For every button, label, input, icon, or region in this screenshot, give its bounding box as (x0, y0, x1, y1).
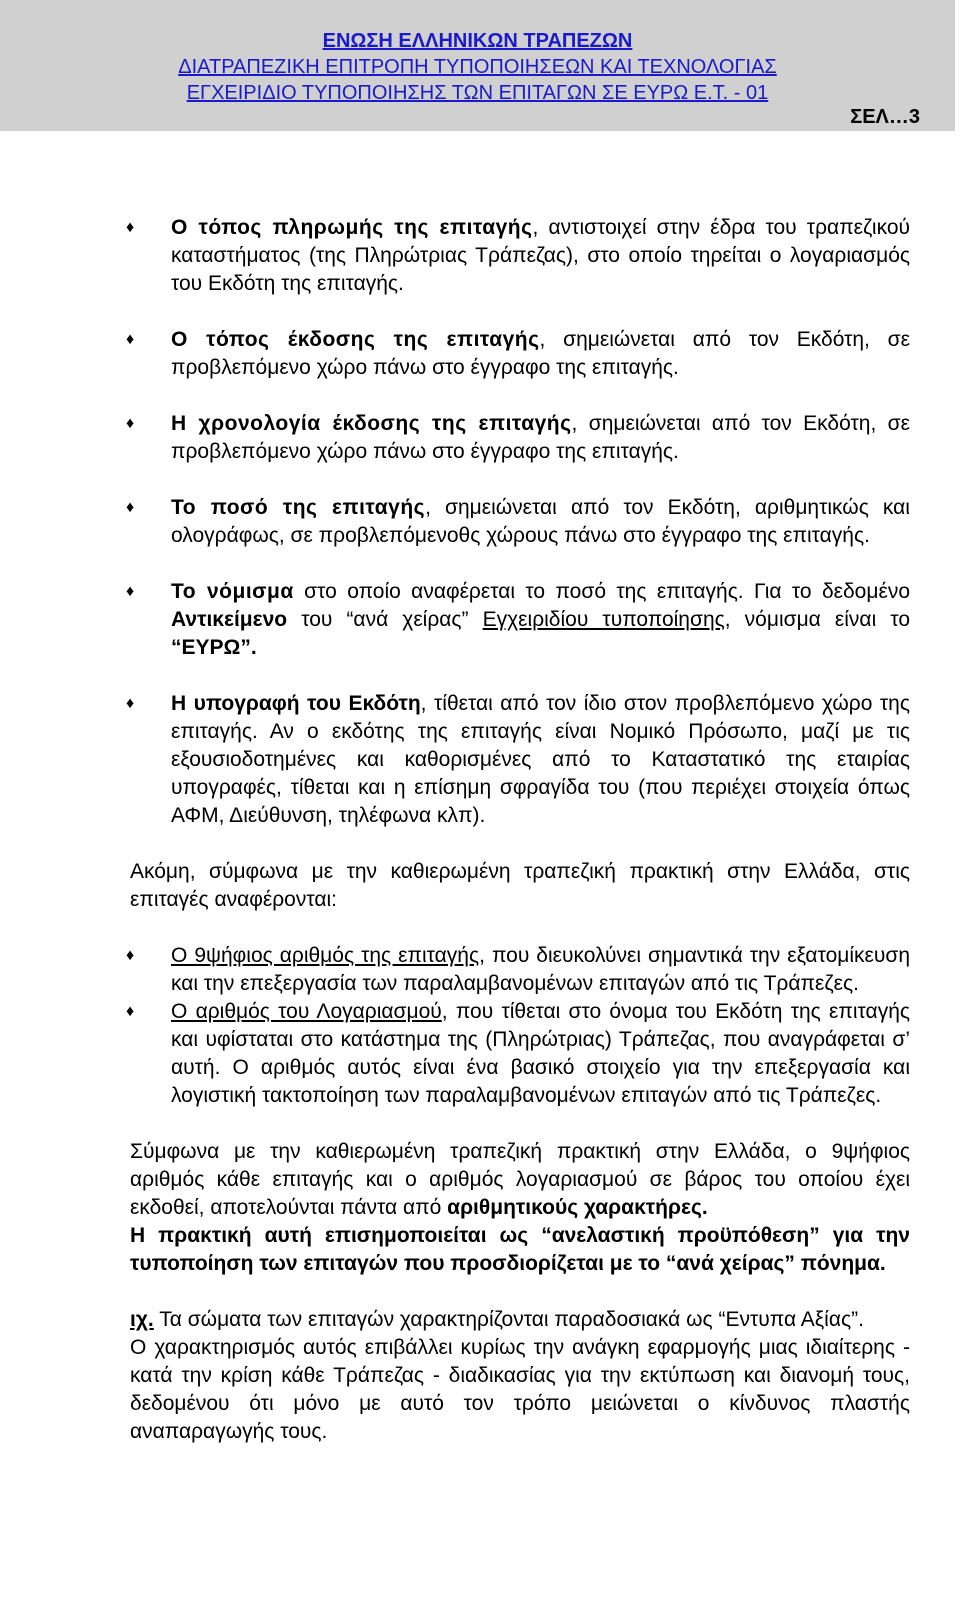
list-item: ♦ Η χρονολογία έκδοσης της επιταγής, σημειώνεται από τον Εκδότη, σε προβλεπόμενο χώρο πάνω στο έγγραφο της επιταγής. (126, 412, 910, 463)
header-committee: ΔΙΑΤΡΑΠΕΖΙΚΗ ΕΠΙΤΡΟΠΗ ΤΥΠΟΠΟΙΗΣΕΩΝ ΚΑΙ ΤΕΧΝΟΛΟΓΙΑΣ (178, 56, 777, 78)
paragraph-emphasis: Η πρακτική αυτή επισημοποιείται ως “ανελαστική προϋπόθεση” για την τυποποίηση των επιταγών που προσδιορίζεται με το “ανά χείρας” πόνημα. (130, 1224, 910, 1275)
header-manual: ΕΓΧΕΙΡΙΔΙΟ ΤΥΠΟΠΟΙΗΣΗΣ ΤΩΝ ΕΠΙΤΑΓΩΝ ΣΕ ΕΥΡΩ Ε.Τ. - 01 (186, 82, 769, 104)
list-item: ♦ Ο 9ψήφιος αριθμός της επιταγής, που διευκολύνει σημαντικά την εξατομίκευση και την επεξεργασία των παραλαμβανομένων επιταγών από τις Τράπεζες. (126, 944, 910, 995)
header-org: ΕΝΩΣΗ ΕΛΛΗΝΙΚΩΝ ΤΡΑΠΕΖΩΝ (322, 30, 633, 52)
list-item: ♦ Η υπογραφή του Εκδότη, τίθεται από τον ίδιο στον προβλεπόμενο χώρο της επιταγής. Αν ο εκδότης της επιταγής είναι Νομικό Πρόσωπο, μαζί με τις εξουσιοδοτημένες και καθορισμένες από το Καταστατικό της εταιρίας υπογραφές, τίθεται και η επίσημη σφραγίδα του (που περιέχει στοιχεία όπως ΑΦΜ, Διεύθυνση, τηλέφωνα κλπ). (126, 692, 910, 827)
diamond-bullet-icon: ♦ (126, 499, 135, 516)
diamond-bullet-icon: ♦ (126, 331, 135, 348)
list-item: ♦ Ο αριθμός του Λογαριασμού, που τίθεται στο όνομα του Εκδότη της επιταγής και υφίσταται στο κατάστημα της (Πληρώτριας) Τράπεζας, που αναγράφεται σ’ αυτή. Ο αριθμός αυτός είναι ένα βασικό στοιχείο για την επεξεργασία και λογιστική τακτοποίηση των παραλαμβανομένων επιταγών από τις Τράπεζες. (126, 1000, 910, 1107)
diamond-bullet-icon: ♦ (126, 947, 135, 964)
list-item: ♦ Ο τόπος έκδοσης της επιταγής, σημειώνεται από τον Εκδότη, σε προβλεπόμενο χώρο πάνω στο έγγραφο της επιταγής. (126, 328, 910, 379)
diamond-bullet-icon: ♦ (126, 695, 135, 712)
page-number: ΣΕΛ…3 (850, 106, 920, 128)
paragraph: Σύμφωνα με την καθιερωμένη τραπεζική πρακτική στην Ελλάδα, ο 9ψήφιος αριθμός κάθε επιταγής και ο αριθμός λογαριασμού σε βάρος του οποίου έχει εκδοθεί, αποτελούνται πάντα από αριθμητικούς χαρακτήρες. (130, 1140, 910, 1219)
diamond-bullet-icon: ♦ (126, 1003, 135, 1020)
paragraph: ιχ. Τα σώματα των επιταγών χαρακτηρίζονται παραδοσιακά ως “Εντυπα Αξίας”. (130, 1308, 864, 1331)
page-header (0, 0, 955, 131)
list-item: ♦ Το ποσό της επιταγής, σημειώνεται από τον Εκδότη, αριθμητικώς και ολογράφως, σε προβλεπόμενοθς χώρους πάνω στο έγγραφο της επιταγής. (126, 496, 910, 547)
diamond-bullet-icon: ♦ (126, 415, 135, 432)
paragraph: Ακόμη, σύμφωνα με την καθιερωμένη τραπεζική πρακτική στην Ελλάδα, στις επιταγές αναφέρονται: (130, 860, 910, 911)
diamond-bullet-icon: ♦ (126, 219, 135, 236)
document-body (126, 214, 910, 1446)
paragraph: Ο χαρακτηρισμός αυτός επιβάλλει κυρίως την ανάγκη εφαρμογής μιας ιδιαίτερης - κατά την κρίση κάθε Τράπεζας - διαδικασίας για την εκτύπωση και διανομή τους, δεδομένου ότι μόνο με αυτό τον τρόπο μειώνεται ο κίνδυνος πλαστής αναπαραγωγής τους. (130, 1336, 910, 1443)
list-item: ♦ Το νόμισμα στο οποίο αναφέρεται το ποσό της επιταγής. Για το δεδομένο Αντικείμενο του “ανά χείρας” Εγχειριδίου τυποποίησης, νόμισμα είναι το “ΕΥΡΩ”. (126, 580, 910, 659)
list-item: ♦ Ο τόπος πληρωμής της επιταγής, αντιστοιχεί στην έδρα του τραπεζικού καταστήματος (της Πληρώτριας Τράπεζας), στο οποίο τηρείται ο λογαριασμός του Εκδότη της επιταγής. (126, 216, 910, 295)
diamond-bullet-icon: ♦ (126, 583, 135, 600)
